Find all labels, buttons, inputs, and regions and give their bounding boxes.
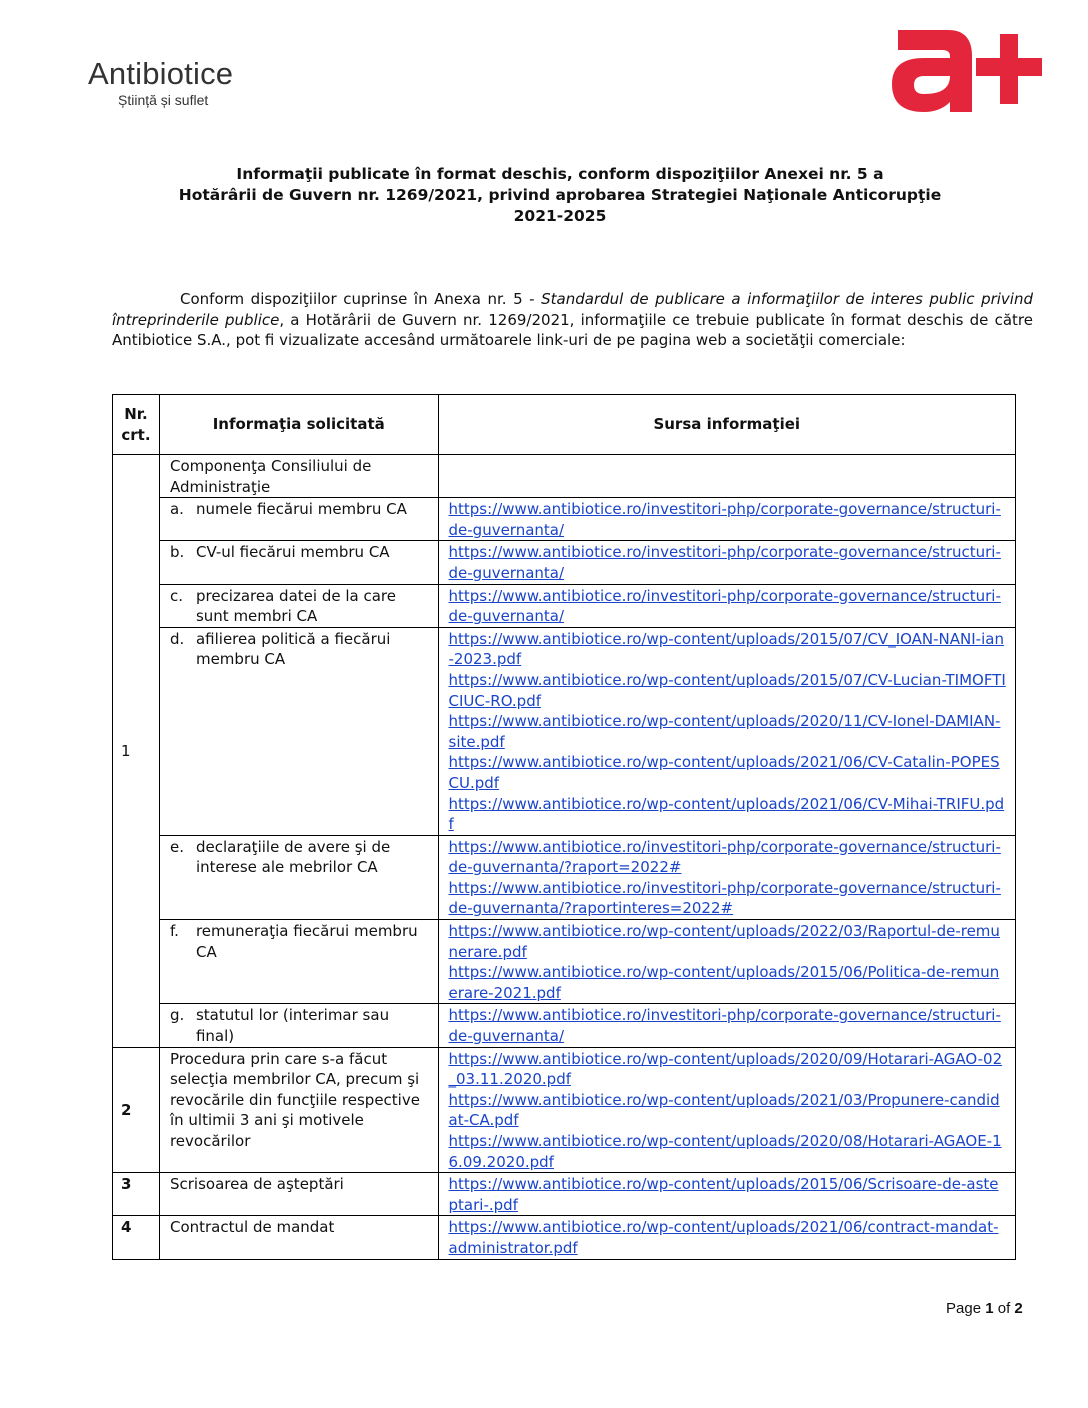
list-item: f. remuneraţia fiecărui membru CA <box>159 920 438 1004</box>
source-cell <box>438 1173 1015 1216</box>
source-link[interactable]: https://www.antibiotice.ro/wp-content/uploads/2015/06/Politica-de-remunerare-2021.pdf <box>448 963 1000 1002</box>
row-text: Scrisoarea de aşteptări <box>159 1173 438 1216</box>
source-cell <box>438 541 1015 584</box>
source-cell <box>438 584 1015 627</box>
information-table <box>112 394 1016 1260</box>
company-logo <box>88 58 233 108</box>
header-nr: Nr. crt. <box>113 395 160 455</box>
row-number: 2 <box>113 1047 160 1173</box>
source-link[interactable]: https://www.antibiotice.ro/wp-content/uploads/2020/08/Hotarari-AGAOE-16.09.2020.pdf <box>448 1132 1002 1171</box>
source-link[interactable]: https://www.antibiotice.ro/investitori-php/corporate-governance/structuri-de-guvernanta/ <box>448 586 1001 626</box>
list-item: c. precizarea datei de la care sunt membri CA <box>159 584 438 627</box>
list-item: g. statutul lor (interimar sau final) <box>159 1004 438 1047</box>
source-link[interactable]: https://www.antibiotice.ro/wp-content/uploads/2015/07/CV_IOAN-NANI-ian-2023.pdf <box>448 629 1004 669</box>
intro-italic: Standardul de publicare a informaţiilor de interes public privind întreprinderile publice <box>112 290 1033 329</box>
source-cell <box>438 1047 1015 1173</box>
table-row <box>113 835 1016 919</box>
source-link[interactable]: https://www.antibiotice.ro/wp-content/uploads/2021/06/CV-Catalin-POPESCU.pdf <box>448 753 1000 792</box>
row-heading: Componenţa Consiliului de Administraţie <box>159 455 438 498</box>
source-link[interactable]: https://www.antibiotice.ro/wp-content/uploads/2021/06/CV-Mihai-TRIFU.pdf <box>448 794 1005 834</box>
source-cell-empty <box>438 455 1015 498</box>
table-row <box>113 541 1016 584</box>
list-item: e. declaraţiile de avere şi de interese ale mebrilor CA <box>159 835 438 919</box>
row-number: 4 <box>113 1216 160 1259</box>
source-link[interactable]: https://www.antibiotice.ro/wp-content/uploads/2021/03/Propunere-candidat-CA.pdf <box>448 1090 1000 1130</box>
source-cell <box>438 1004 1015 1047</box>
table-row <box>113 584 1016 627</box>
source-cell <box>438 1216 1015 1259</box>
title-line-3: 2021-2025 <box>513 207 607 225</box>
source-link[interactable]: https://www.antibiotice.ro/investitori-php/corporate-governance/structuri-de-guvernanta/ <box>448 1006 1001 1046</box>
row-number: 3 <box>113 1173 160 1216</box>
a-plus-brand-icon <box>890 28 1050 112</box>
row-text: Procedura prin care s-a făcut selecţia membrilor CA, precum şi revocările din funcţiile respective în ultimii 3 ani şi motivele revocărilor <box>159 1047 438 1173</box>
source-link[interactable]: https://www.antibiotice.ro/wp-content/uploads/2015/07/CV-Lucian-TIMOFTICIUC-RO.pdf <box>448 670 1006 710</box>
table-row <box>113 498 1016 541</box>
title-line-1: Informaţii publicate în format deschis, conform dispoziţiilor Anexei nr. 5 a <box>236 165 884 183</box>
source-link[interactable]: https://www.antibiotice.ro/investitori-php/corporate-governance/structuri-de-guvernanta/ <box>448 500 1001 539</box>
table-row <box>113 1216 1016 1259</box>
source-link[interactable]: https://www.antibiotice.ro/wp-content/uploads/2021/06/contract-mandat-administrator.pdf <box>448 1218 999 1257</box>
source-link[interactable]: https://www.antibiotice.ro/wp-content/uploads/2020/11/CV-Ionel-DAMIAN-site.pdf <box>448 712 1001 751</box>
source-cell <box>438 498 1015 541</box>
row-text: Contractul de mandat <box>159 1216 438 1259</box>
source-link[interactable]: https://www.antibiotice.ro/investitori-php/corporate-governance/structuri-de-guvernanta/?raportinteres=2022# <box>448 878 1001 918</box>
source-cell <box>438 627 1015 835</box>
list-item: a. numele fiecărui membru CA <box>159 498 438 541</box>
table-header-row <box>113 395 1016 455</box>
table-row <box>113 627 1016 835</box>
list-item: d. afilierea politică a fiecărui membru CA <box>159 627 438 835</box>
logo-name: Antibiotice <box>88 56 234 91</box>
table-row <box>113 1173 1016 1216</box>
intro-text-1: Conform dispoziţiilor cuprinse în Anexa nr. 5 - <box>180 290 542 308</box>
row-number: 1 <box>113 455 160 1048</box>
source-link[interactable]: https://www.antibiotice.ro/wp-content/uploads/2020/09/Hotarari-AGAO-02_03.11.2020.pdf <box>448 1049 1003 1089</box>
source-cell <box>438 835 1015 919</box>
header-source: Sursa informaţiei <box>438 395 1015 455</box>
logo-tagline: Știință și suflet <box>118 92 209 108</box>
table-row <box>113 1047 1016 1173</box>
header-info: Informaţia solicitată <box>159 395 438 455</box>
intro-text-2: , a Hotărârii de Guvern nr. 1269/2021, informaţiile ce trebuie publicate în format deschis de către Antibiotice S.A., pot fi vizualizate accesând următoarele link-uri de pe pagina web a societăţii comerciale: <box>112 310 1033 350</box>
page-number: Page 1 of 2 <box>946 1300 1023 1317</box>
title-line-2: Hotărârii de Guvern nr. 1269/2021, privind aprobarea Strategiei Naţionale Anticorupţie <box>178 186 942 204</box>
source-link[interactable]: https://www.antibiotice.ro/wp-content/uploads/2022/03/Raportul-de-remunerare.pdf <box>448 922 1000 961</box>
source-link[interactable]: https://www.antibiotice.ro/investitori-php/corporate-governance/structuri-de-guvernanta/ <box>448 543 1001 582</box>
document-title <box>120 164 1000 227</box>
source-cell <box>438 920 1015 1004</box>
list-item: b. CV-ul fiecărui membru CA <box>159 541 438 584</box>
table-row <box>113 920 1016 1004</box>
source-link[interactable]: https://www.antibiotice.ro/wp-content/uploads/2015/06/Scrisoare-de-asteptari-.pdf <box>448 1175 999 1214</box>
table-row <box>113 1004 1016 1047</box>
table-row <box>113 455 1016 498</box>
source-link[interactable]: https://www.antibiotice.ro/investitori-php/corporate-governance/structuri-de-guvernanta/?raport=2022# <box>448 837 1001 877</box>
intro-paragraph <box>112 289 1033 351</box>
